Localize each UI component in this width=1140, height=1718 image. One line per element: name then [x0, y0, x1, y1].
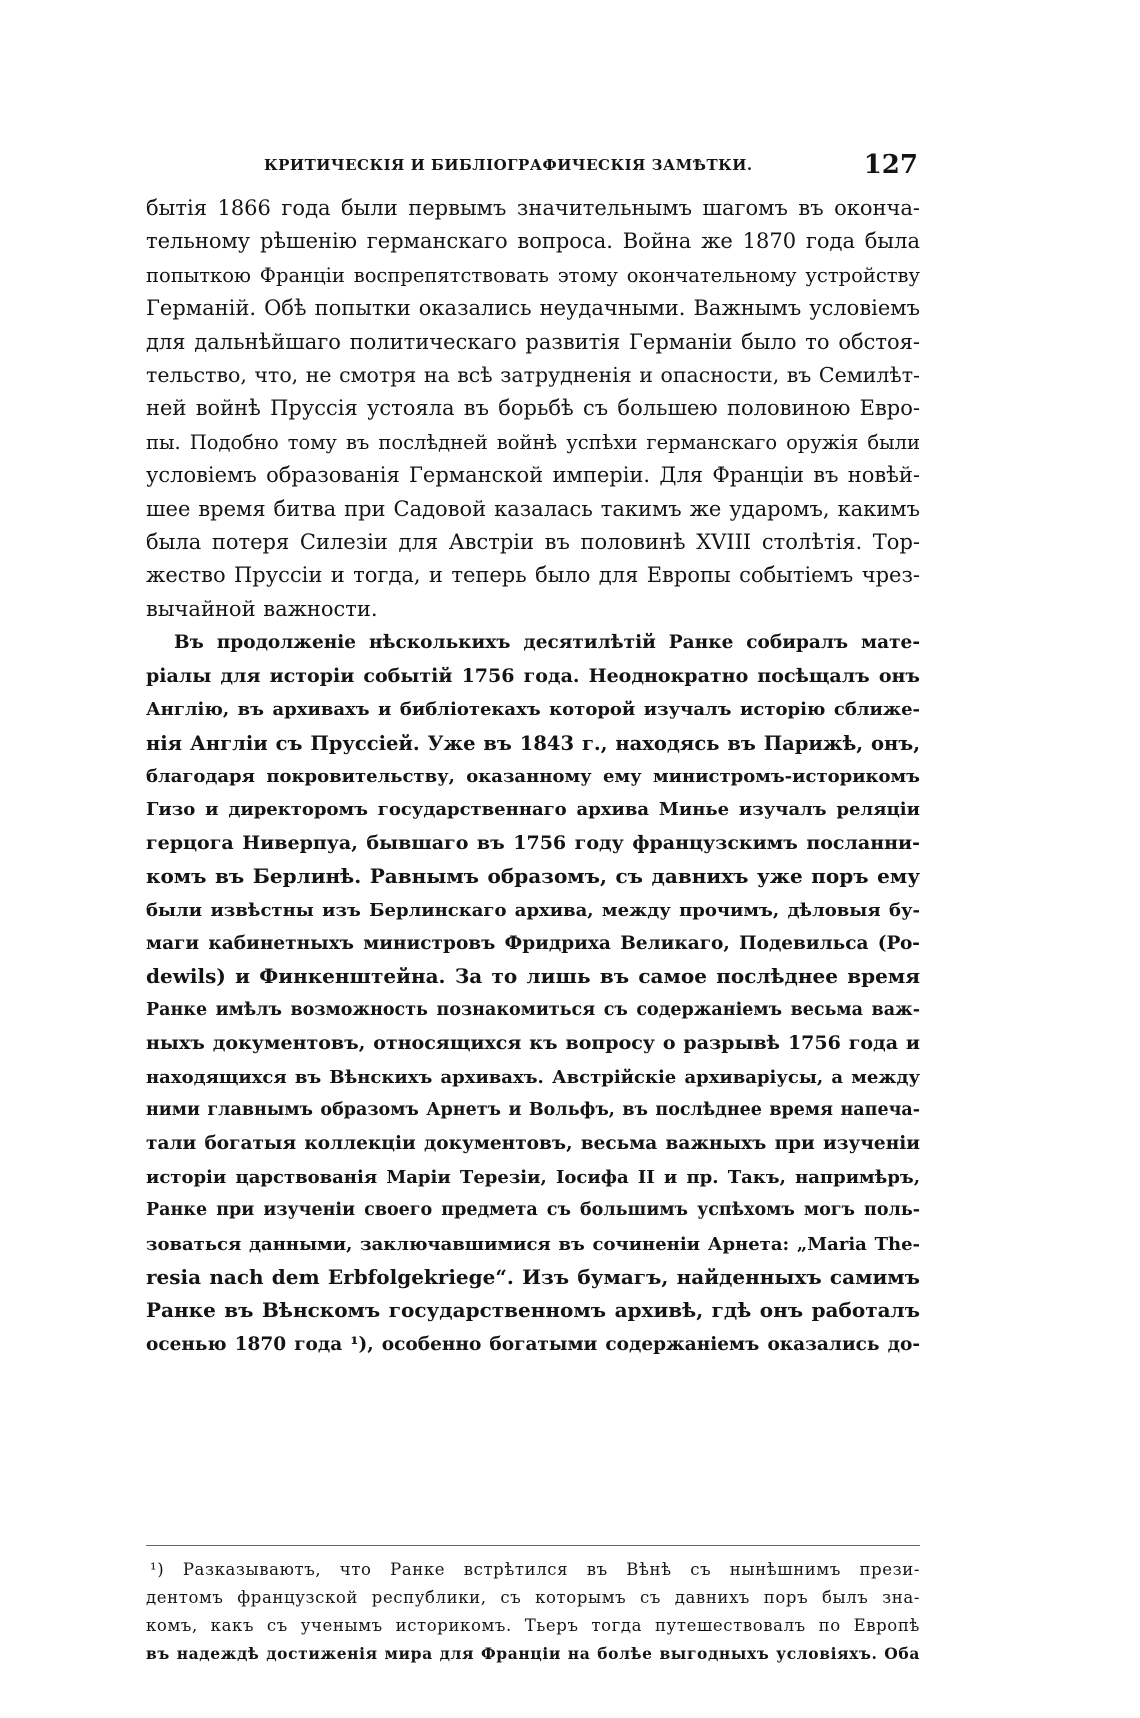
text-line: Ранке имѣлъ возможность познакомиться съ содержаніемъ весьма важ- [146, 999, 920, 1020]
text-line: ней войнѣ Пруссія устояла въ борьбѣ съ большею половиною Евро- [146, 396, 920, 421]
running-title: КРИТИЧЕСКІЯ И БИБЛІОГРАФИЧЕСКІЯ ЗАМѢТКИ. [264, 156, 753, 174]
text-line: маги кабинетныхъ министровъ Фридриха Великаго, Подевильса (Po- [146, 932, 920, 954]
text-line: условіемъ образованія Германской имперіи. Для Франціи въ новѣй- [146, 463, 920, 488]
text-line: была потеря Силезіи для Австріи въ половинѣ XVIII столѣтія. Тор- [146, 530, 920, 555]
text-line: dewils) и Финкенштейна. За то лишь въ самое послѣднее время [146, 964, 920, 989]
footnote-divider [146, 1545, 920, 1546]
text-line: Германій. Обѣ попытки оказались неудачными. Важнымъ условіемъ [146, 296, 920, 321]
text-line: нія Англіи съ Пруссіей. Уже въ 1843 г., находясь въ Парижѣ, онъ, [146, 731, 920, 755]
text-line: зоваться данными, заключавшимися въ сочиненіи Арнета: „Maria The- [146, 1233, 920, 1255]
paragraph-2 [146, 626, 920, 1361]
text-line: ныхъ документовъ, относящихся къ вопросу о разрывѣ 1756 года и [146, 1032, 920, 1055]
text-line: пы. Подобно тому въ послѣдней войнѣ успѣхи германскаго оружія были [146, 430, 920, 454]
paragraph-1 [146, 192, 920, 626]
text-line: resia nach dem Erbfolgekriege“. Изъ бумагъ, найденныхъ самимъ [146, 1265, 920, 1289]
footnote-line: въ надеждѣ достиженія мира для Франціи на болѣе выгодныхъ условіяхъ. Оба [146, 1644, 920, 1663]
text-line: исторіи царствованія Маріи Терезіи, Іосифа II и пр. Такъ, напримѣръ, [146, 1166, 920, 1188]
text-line: осенью 1870 года ¹), особенно богатыми содержаніемъ оказались до- [146, 1333, 920, 1355]
text-line: комъ въ Берлинѣ. Равнымъ образомъ, съ давнихъ уже поръ ему [146, 864, 920, 889]
text-line: ними главнымъ образомъ Арнетъ и Вольфъ, въ послѣднее время напеча- [146, 1099, 920, 1120]
text-line: Англію, въ архивахъ и библіотекахъ которой изучалъ исторію сближе- [146, 699, 920, 721]
text-line: Гизо и директоромъ государственнаго архива Минье изучалъ реляціи [146, 799, 920, 821]
text-line: ріалы для исторіи событій 1756 года. Неоднократно посѣщалъ онъ [146, 664, 920, 687]
text-line: тельному рѣшенію германскаго вопроса. Война же 1870 года была [146, 229, 920, 254]
text-line: Ранке въ Вѣнскомъ государственномъ архивѣ, гдѣ онъ работалъ [146, 1298, 920, 1323]
text-line: жество Пруссіи и тогда, и теперь было для Европы событіемъ чрез- [146, 563, 920, 588]
text-line: бытія 1866 года были первымъ значительнымъ шагомъ въ оконча- [146, 196, 920, 220]
text-line: вычайной важности. [146, 596, 378, 621]
text-line: тельство, что, не смотря на всѣ затрудненія и опасности, въ Семилѣт- [146, 363, 920, 388]
text-line: благодаря покровительству, оказанному ему министромъ-историкомъ [146, 765, 920, 787]
page-number: 127 [863, 150, 918, 180]
footnote-line: дентомъ французской республики, съ которымъ съ давнихъ поръ былъ зна- [146, 1588, 920, 1607]
text-line: шее время битва при Садовой казалась такимъ же ударомъ, какимъ [146, 496, 920, 521]
footnote [146, 1556, 920, 1668]
text-line: находящихся въ Вѣнскихъ архивахъ. Австрійскіе архиваріусы, а между [146, 1066, 920, 1088]
body-text [146, 192, 920, 1361]
text-line: попыткою Франціи воспрепятствовать этому окончательному устройству [146, 263, 920, 287]
text-line: тали богатыя коллекціи документовъ, весьма важныхъ при изученіи [146, 1133, 920, 1155]
text-line: Ранке при изученіи своего предмета съ большимъ успѣхомъ могъ поль- [146, 1200, 920, 1221]
text-line: для дальнѣйшаго политическаго развитія Германіи было то обстоя- [146, 329, 920, 354]
footnote-line: комъ, какъ съ ученымъ историкомъ. Тьеръ тогда путешествовалъ по Европѣ [146, 1616, 920, 1635]
page-header [214, 150, 918, 182]
footnote-line: ¹) Разказываютъ, что Ранке встрѣтился въ Вѣнѣ съ нынѣшнимъ прези- [150, 1560, 920, 1579]
text-line: были извѣстны изъ Берлинскаго архива, между прочимъ, дѣловыя бу- [146, 899, 920, 921]
text-line: герцога Ниверпуа, бывшаго въ 1756 году французскимъ посланни- [146, 831, 920, 854]
text-line: Въ продолженіе нѣсколькихъ десятилѣтій Ранке собиралъ мате- [174, 632, 920, 654]
